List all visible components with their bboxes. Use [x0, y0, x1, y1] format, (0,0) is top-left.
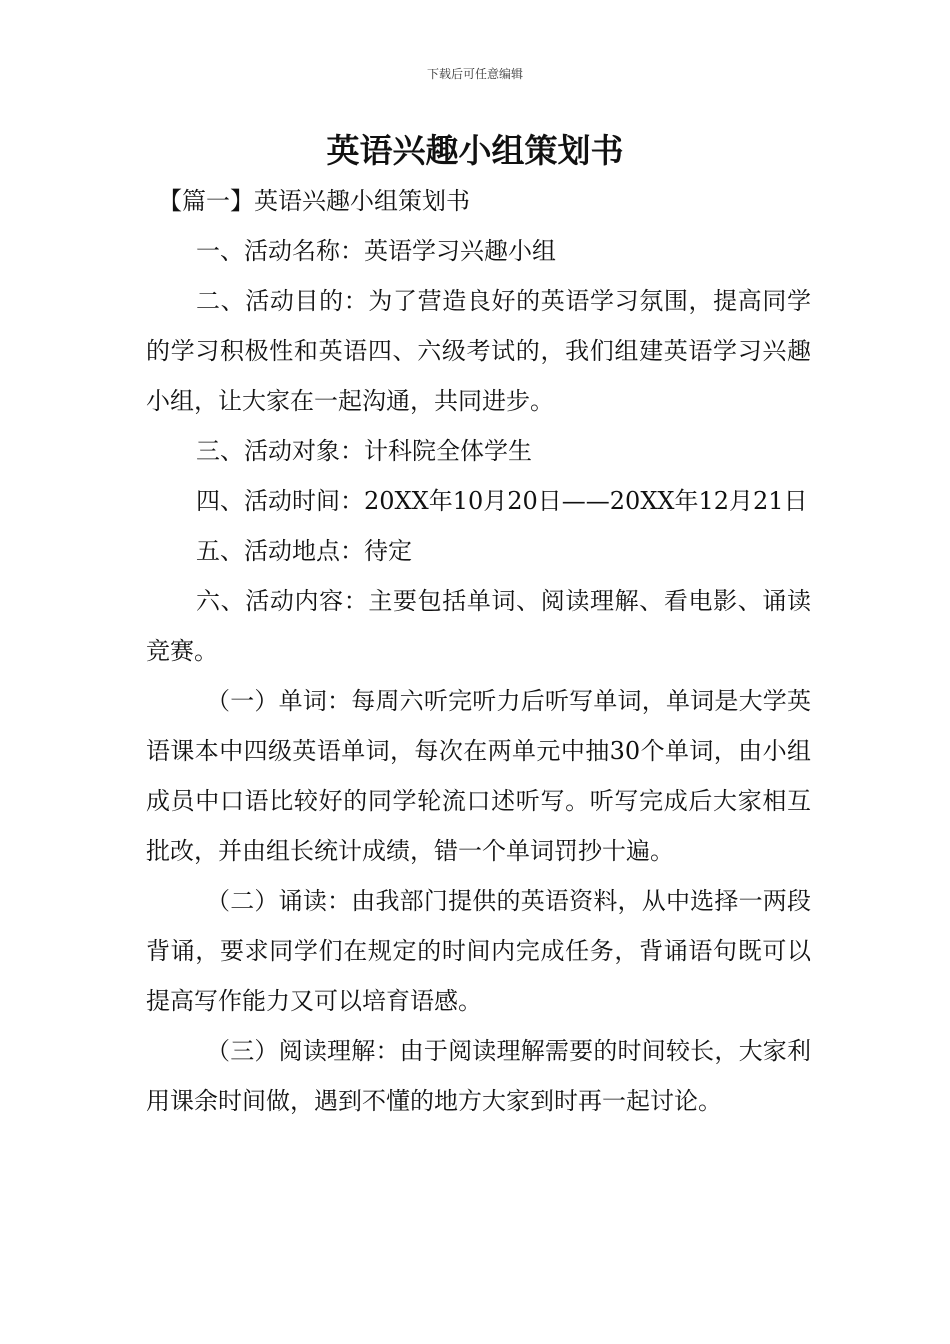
paragraph-activity-purpose: 二、活动目的：为了营造良好的英语学习氛围，提高同学的学习积极性和英语四、六级考试的，我们组建英语学习兴趣小组，让大家在一起沟通，共同进步。: [146, 287, 811, 415]
paragraph-activity-time: 四、活动时间：20XX年10月20日——20XX年12月21日: [196, 487, 808, 515]
paragraph-reading: （三）阅读理解：由于阅读理解需要的时间较长，大家利用课余时间做，遇到不懂的地方大家到时再一起讨论。: [146, 1037, 811, 1115]
paragraph-activity-location: 五、活动地点：待定: [196, 537, 412, 565]
paragraph-recitation: （二）诵读：由我部门提供的英语资料，从中选择一两段背诵，要求同学们在规定的时间内完成任务，背诵语句既可以提高写作能力又可以培育语感。: [146, 887, 811, 1015]
document-title: 英语兴趣小组策划书: [326, 131, 624, 170]
paragraph-activity-target: 三、活动对象：计科院全体学生: [196, 437, 532, 465]
header-note: 下载后可任意编辑: [426, 67, 523, 81]
document-body: [146, 176, 811, 1126]
paragraph-activity-name: 一、活动名称：英语学习兴趣小组: [196, 237, 556, 265]
section-heading: 【篇一】英语兴趣小组策划书: [158, 187, 470, 215]
paragraph-activity-content: 六、活动内容：主要包括单词、阅读理解、看电影、诵读竞赛。: [146, 587, 811, 665]
paragraph-vocabulary: （一）单词：每周六听完听力后听写单词，单词是大学英语课本中四级英语单词，每次在两单元中抽30个单词，由小组成员中口语比较好的同学轮流口述听写。听写完成后大家相互批改，并由组长统计成绩，错一个单词罚抄十遍。: [146, 687, 811, 865]
